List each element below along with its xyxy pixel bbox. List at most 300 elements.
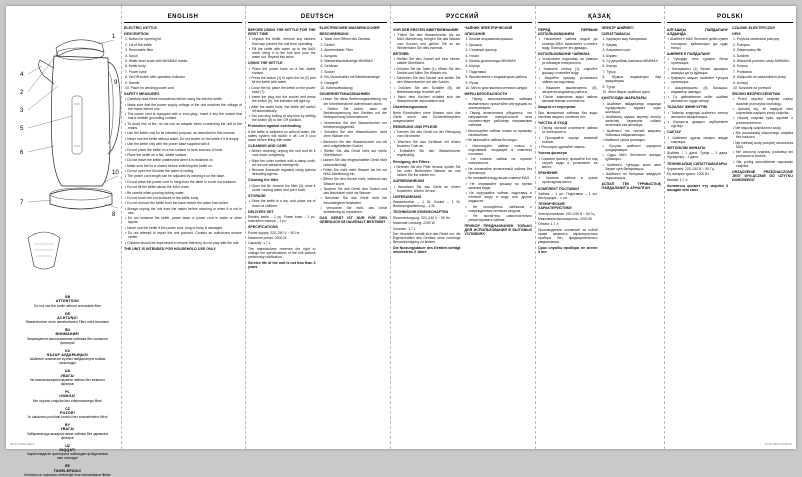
manual-sheet [6, 6, 796, 477]
language-code: RU [64, 328, 71, 333]
paragraph: • Use the kettle only for its intended purpose, as described in this manual. [125, 131, 236, 136]
paragraph: • Never use the kettle if the power cord, plug or body is damaged. [125, 225, 224, 230]
paragraph: 3. Алынатын сүзгі [602, 48, 631, 53]
paragraph: • Stellen Sie den Sockel auf eine ebene, stabile Oberfläche. [394, 57, 461, 66]
column-russian [390, 6, 535, 449]
section-heading: DAS GERÄT IST NUR FÜR DEN GEBRAUCH IM HAUSHALT BESTIMMT [319, 216, 387, 225]
paragraph: 3. Zdejmowany filtr [733, 48, 762, 53]
paragraph: • Füllen Sie nicht mehr Wasser als bis zur MAX-Markierung ein. [320, 167, 387, 177]
section-heading: VOR DER ERSTEN INBETRIEBNAHME [393, 28, 459, 32]
paragraph: • Do not allow the power cord to hang from the table or touch hot surfaces. [125, 179, 237, 184]
paragraph: Чайник – 1 шт. Подставка – 1 шт. Инструкция – 1 шт. [538, 191, 598, 201]
paragraph: • Шәйнектің жұмыс кернеуі электр желісінің кернеуіне сәйкес келетініне көз жеткізіңіз. [602, 115, 661, 128]
paragraph: 8. Ein-/Ausschalter mit Betriebsanzeige [320, 75, 380, 80]
deutsch-text [320, 26, 388, 271]
paragraph: 7. Sockel [320, 69, 335, 74]
paragraph: Capacity: 1.7 L [248, 241, 271, 246]
section-heading: ЧИСТКА И УХОД [538, 120, 568, 125]
section-heading: СИПАТТАМАСЫ [601, 32, 631, 37]
paragraph: • Przed użyciem czajnika należy uważnie przeczytać instrukcję. [733, 97, 793, 106]
paragraph: Maximum power: 2200 W [248, 235, 287, 240]
paragraph: 10. Place for winding power cord [125, 86, 175, 90]
paragraph: • Use the kettle only with the power base supplied with it. [125, 142, 211, 147]
paragraph: 8. On/Off switch with operation indicator [125, 75, 185, 80]
warning-title: УВАГА! [60, 427, 75, 432]
warning-notice [24, 390, 111, 403]
paragraph: • Шәйнекті сусыз қоспаңыз. [602, 138, 646, 143]
section-heading: ELECTRIC KETTLE [124, 26, 157, 30]
paragraph: • Не включайте чайник без воды. [465, 138, 518, 143]
warning-text: Do not use the kettle without removable filter [34, 303, 101, 308]
section-heading: ЖЕТКІЗІЛІМ ЖИНАҒЫ [667, 145, 706, 150]
paragraph: • Drücken Sie die Taste (1), öffnen Sie den Deckel und füllen Sie Wasser ein. [394, 66, 461, 75]
paragraph: • The power cord is equipped with a 'euro-plug'; insert it into the socket that has a reliable grounding contact. [125, 112, 242, 121]
paragraph: Stromversorgung: 220–240 V ~ 50 Hz [393, 215, 451, 220]
section-heading: USING THE KETTLE [248, 61, 283, 66]
paragraph: • Nie włączaj czajnika bez wody. [733, 125, 782, 130]
paragraph: • The power cord length can be adjusted by winding it on the base. [125, 174, 225, 179]
section-heading: Срок службы прибора не менее 3 лет [538, 246, 598, 255]
paragraph: If the kettle is switched on without water, the safety system will switch it off. Let it cool down before filling with water. [248, 129, 316, 142]
paragraph: 9. Handle [125, 80, 140, 85]
paragraph: 1. Taste zum Öffnen des Deckels [320, 37, 371, 42]
paragraph: • Снимите фильтр, промойте его под струей воды и установите на место. [539, 156, 598, 169]
section-heading: ТЕХНИЧЕСКИЕ ХАРАКТЕРИСТИКИ [538, 202, 572, 211]
paragraph: • Протирайте корпус влажной тканью. [539, 135, 598, 144]
callout-number: 10 [112, 170, 119, 176]
paragraph: 5. Water-level scale with MIN/MAX marks [125, 59, 188, 64]
paragraph: • Ажыратқышты (8) басыңыз, индикатор жанады. [668, 85, 728, 94]
section-heading: АСПАП ТЕК ТҰРМЫСТЫҚ ПАЙДАЛАНУҒА АРНАЛҒАН [601, 182, 661, 191]
paragraph: 4. Шүмек [602, 53, 617, 58]
paragraph: 4. Ausguss [320, 53, 338, 58]
section-heading: КОМПЛЕКТ ПОСТАВКИ [538, 186, 579, 191]
paragraph: 6. Kettle body [125, 64, 146, 69]
section-heading: ЭЛЕКТР ШӘЙНЕГІ [601, 26, 634, 30]
warning-text: Забараняецца выкарыстанне чайніка без здымнага фільтра! [26, 431, 109, 440]
section-heading: SAFETY MEASURES [124, 92, 160, 97]
paragraph: • Schließen Sie den Deckel und stellen Sie den Wasserkocher auf den Sockel. [394, 76, 461, 85]
paragraph: 4. Spout [125, 53, 138, 58]
paragraph: • Schalten Sie den Wasserkocher nicht ohne Wasser ein. [320, 130, 387, 139]
paragraph: 9. Uchwyt [733, 80, 748, 85]
paragraph: 4. Dzióbek [733, 53, 750, 58]
paragraph: • Перед чисткой отключите чайник от электросети. [539, 126, 598, 135]
language-code: KZ [65, 348, 70, 353]
section-heading: CLEANING AND CARE [248, 143, 287, 148]
paragraph: Power supply: 220–240 V ~ 50 Hz [248, 230, 300, 235]
paragraph: • Lassen Sie das eingeschaltete Gerät nicht unbeaufsichtigt. [320, 158, 387, 167]
section-heading: ELEKTRISCHER WASSERKOCHER [319, 26, 380, 30]
paragraph: • Nie zanurzaj czajnika, podstawy ani przewodu w wodzie. [733, 150, 793, 159]
paragraph: • Öffnen Sie den Deckel nicht, während das Wasser kocht. [320, 177, 387, 186]
paragraph: • Wischen Sie das Gehäuse mit einem feuchten Tuch ab. [394, 139, 461, 148]
warning-text: Wasserkocher ohne abnehmbaren Filter nicht benutzen [25, 320, 110, 325]
paragraph: • Lesen Sie diese Bedienungsanleitung vor der Inbetriebnahme aufmerksam durch. [320, 97, 387, 106]
paragraph: • Не ставьте чайник на горячие поверхности. [465, 157, 532, 166]
paragraph: Максимальная мощность: 2200 Вт [538, 217, 593, 222]
paragraph: 7. Подставка [465, 69, 486, 74]
paragraph: 2. Lid of the kettle [125, 42, 152, 47]
language-code: EE [65, 464, 70, 469]
language-code: PL [65, 389, 70, 394]
paragraph: • Не погружайте чайник, подставку и сетевой шнур в воду или другие жидкости. [465, 191, 532, 204]
paragraph: • Do not fill the kettle above the MAX mark. [125, 185, 190, 190]
paragraph: • Benutzen Sie den Wasserkocher nur mit dem mitgelieferten Sockel. [320, 139, 387, 148]
warning-title: УВАГА! [60, 373, 75, 378]
paragraph: 9. Тұтқа [602, 84, 615, 89]
column-english [121, 6, 245, 449]
paragraph: Volumen: 1,7 L [393, 226, 416, 231]
paragraph: 5. Су деңгейінің шкаласы MIN/MAX [602, 59, 658, 64]
paragraph: • Шәйнекті MAX белгісіне дейін сумен толтырып, қайнатыңыз да суды төгіңіз. [668, 37, 728, 50]
paragraph: • Перед использованием чайника внимательно прочитайте инструкцию по эксплуатации. [465, 97, 532, 110]
paragraph: • Place the power base on a flat, stable surface. [249, 66, 316, 75]
left-panel [6, 6, 121, 477]
section-header-kazakh: ҚАЗАҚ [538, 12, 661, 23]
paragraph: 3. Removable filter [125, 48, 154, 53]
paragraph: • Закройте крышку, установите чайник на подставку. [539, 76, 598, 85]
section-heading: URZĄDZENIE PRZEZNACZONE JEST WYŁĄCZNIE DO UŻYTKU DOMOWEGO [732, 169, 793, 183]
section-heading: Cleaning the filter [248, 178, 279, 183]
paragraph: • Tauchen Sie das Gerät, den Sockel und das Netzkabel nicht ins Wasser. [320, 186, 387, 196]
paragraph: • Do not open the lid while the water is boiling. [125, 169, 195, 174]
paragraph: • Do not place the kettle on a hot surface or near sources of heat. [125, 147, 223, 152]
paragraph: • Қақпақты жауып, шәйнекті тұғырға орнатыңыз. [668, 76, 728, 85]
section-heading: МЕРЫ БЕЗОПАСНОСТИ [464, 92, 508, 97]
callout-number: 7 [20, 200, 24, 206]
paragraph: • Children should be supervised to ensure that they do not play with the unit. [125, 240, 240, 245]
paragraph: • Bewahren Sie das Gerät an einem trockenen, kühlen Ort auf. [394, 184, 461, 193]
paragraph: Der Hersteller behält sich das Recht vor, die Eigenschaften des Gerätes ohne vorherige Benachrichtigung zu ändern. [393, 231, 461, 245]
language-code: UZ [65, 443, 70, 448]
paragraph: • Verwenden Sie den Wasserkocher nur bestimmungsgemäß. [320, 120, 387, 129]
paragraph: 2. Крышка [465, 42, 482, 47]
warning-text: Nie używać czajnika bez zdejmowanego filtra! [33, 398, 102, 403]
paragraph: • Do not attempt to repair the unit yourself. Contact an authorized service center. [125, 231, 242, 240]
warning-text: Шәйнекті алынатын сүзгісіз пайдалануға тыйым салынады! [29, 357, 106, 366]
paragraph: • Press the button (1) to open the lid (2) and fill the kettle with water. [249, 76, 316, 85]
russian-continued-text [538, 26, 598, 256]
paragraph: 4. Носик [465, 53, 479, 58]
paragraph: 6. Корпус [602, 64, 618, 69]
section-heading: Аспаптың қызмет ету мерзімі 3 жылдан кем емес [667, 183, 728, 192]
paragraph: • Храните чайник в сухом прохладном месте. [539, 176, 598, 185]
section-heading: Überhitzungsschutz [393, 105, 428, 110]
callout-number: 8 [112, 212, 116, 218]
paragraph: Производитель оставляет за собой право изменять характеристики прибора без предварительного уведомления. [538, 227, 598, 245]
paragraph: • Do not touch the hot surfaces of the kettle body. [125, 196, 199, 201]
print-mark-left: IM VT-1191.indd 2 [10, 442, 35, 446]
section-heading: Protection against overheating [248, 124, 301, 129]
warning-notice [24, 295, 111, 308]
paragraph: • Шәйнекті өз бетіңізше жөндеуге тырыспаңыз. [602, 172, 661, 181]
paragraph: Ең жоғарғы қуаты: 2200 Вт [667, 172, 709, 177]
paragraph: • Nach dem Kochen schaltet sich der Wasserkocher automatisch aus. [394, 95, 461, 104]
language-code: DE [65, 311, 70, 316]
warning-text: Ажратиладиган фильтрсиз чойнакдан фойдаланиш ман этилади! [26, 452, 109, 461]
polski-text [732, 26, 793, 193]
warning-notice [24, 349, 111, 366]
paragraph: • Stellen Sie sicher, dass die Betriebsspannung des Gerätes mit der Netzspannung übereinstimmt. [320, 106, 387, 120]
section-heading: ОПИСАНИЕ [464, 32, 486, 37]
paragraph: 5. Шкала уровня воды MIN/MAX [465, 59, 516, 64]
paragraph: • Benutzen Sie das Gerät nicht bei beschädigtem Netzkabel. [320, 196, 387, 205]
kazakh-continued-text [667, 26, 728, 193]
section-heading: BETRIEB [393, 51, 409, 56]
section-heading: ШӘЙНЕКТІ ПАЙДАЛАНУ [667, 51, 711, 56]
language-code: UA [64, 369, 71, 374]
paragraph: • Корпусты дымқыл шүберекпен сүртіңіз. [668, 120, 728, 129]
section-heading: Чистка фильтра [538, 151, 567, 156]
paragraph: • Шәйнекті тек тікелей мақсаты бойынша пайдаланыңыз. [602, 128, 661, 137]
paragraph: 5. Wskaźnik poziomu wody MIN/MAX [733, 59, 790, 64]
warning-notice [24, 423, 111, 440]
section-heading: SPECIFICATIONS [248, 225, 278, 230]
section-heading: TECHNISCHE EIGENSCHAFTEN [393, 210, 449, 215]
paragraph: • Before cleaning, unplug the unit and let it cool down completely. [249, 149, 316, 158]
paragraph: 7. Тұғыр [602, 69, 616, 74]
paragraph: Beim Einschalten ohne Wasser wird das Gerät durch das Sicherheitssystem ausgeschaltet. [393, 110, 461, 123]
paragraph: • Nie próbuj samodzielnie naprawiać czajnika. [733, 159, 793, 168]
section-heading: THE UNIT IS INTENDED FOR HOUSEHOLD USE ONLY [124, 246, 216, 251]
kazakh-text [602, 26, 662, 256]
section-header-polski: POLSKI [667, 12, 793, 23]
warning-text: Не можна використовувати чайник без знімного фільтра! [29, 377, 106, 386]
paragraph: • Drücken Sie den Schalter (8), die Betriebsanzeige leuchtet auf. [394, 85, 461, 94]
warning-title: НАЗАР АУДАРЫҢЫЗ! [46, 353, 89, 358]
paragraph: • After the water boils, the kettle will switch off automatically. [249, 104, 316, 113]
warning-notice [24, 407, 111, 420]
language-code: BY [65, 423, 70, 428]
paragraph: При включении чайника без воды система защиты отключит его. [538, 110, 598, 119]
paragraph: • Шәйнекті, тұғырды және желі бауын суға батырмаңыз. [602, 162, 661, 171]
warning-title: ВНИМАНИЕ! [55, 332, 80, 337]
paragraph: 2. Deckel [320, 42, 335, 47]
paragraph: • Nie pozostawiaj włączonego czajnika bez nadzoru. [733, 131, 793, 140]
paragraph: • После закипания воды чайник автоматически отключится. [539, 95, 598, 104]
paragraph: 9. Handgriff [320, 80, 338, 85]
paragraph: • Шәйнекті құрғақ салқын жерде сақтаңыз. [668, 135, 728, 144]
warning-text: Keelatud on kasutada veekeetjat ilma eemaldatava filtrita! [24, 472, 111, 477]
column-polski [664, 6, 796, 449]
callout-number: 9 [114, 80, 118, 86]
callout-number: 6 [20, 150, 24, 156]
paragraph: • Stellen Sie das Gerät nicht auf heiße Oberflächen. [320, 149, 387, 158]
paragraph: • Trennen Sie das Gerät vor der Reinigung vom Stromnetz. [394, 130, 461, 139]
paragraph: • Nie nalewaj wody powyżej oznaczenia MAX. [733, 140, 793, 149]
section-heading: АЛҒАШҚЫ ПАЙДАЛАНУ АЛДЫНДА [667, 28, 728, 37]
section-heading: САҚТАУ [667, 130, 681, 135]
paragraph: • Open the lid, remove the filter (3), rinse it under running water and put it back. [249, 183, 316, 192]
callout-number: 4 [20, 72, 24, 78]
paragraph: • Тазалау алдында шәйнекті электр желісінен ажыратыңыз. [668, 110, 728, 119]
paragraph: • Шәйнекті пайдаланар алдында нұсқаулықты мұқият оқып шығыңыз. [602, 101, 661, 114]
warning-title: TÄHELEPANU! [53, 468, 82, 473]
paragraph: • Füllen Sie den Wasserkocher bis zur MAX-Markierung, bringen Sie das Wasser zum Kochen und gießen Sie es ab. Wiederholen Sie dies zweimal. [394, 33, 461, 50]
paragraph: 8. Wyłącznik ze wskaźnikiem pracy [733, 75, 786, 80]
paragraph: The manufacturer reserves the right to change the specifications of the unit without preliminary notification. [248, 246, 316, 259]
paragraph: • Не оставляйте включенный чайник без присмотра. [465, 166, 532, 175]
section-header-russian: РУССКИЙ [393, 12, 532, 23]
section-heading: REINIGUNG UND PFLEGE [393, 124, 438, 129]
section-heading: Service life of the unit is not less than 3 years [248, 261, 316, 270]
column-kazakh [535, 6, 664, 449]
section-heading: ПРИБОР ПРЕДНАЗНАЧЕН ТОЛЬКО ДЛЯ ИСПОЛЬЗОВАНИЯ В БЫТОВЫХ УСЛОВИЯХ [464, 224, 532, 237]
english-continued-text [248, 26, 316, 271]
paragraph: • Нажмите кнопку (1), откройте крышку и налейте воду. [539, 66, 598, 75]
paragraph: • Используйте чайник только с подставкой, входящей в комплект поставки. [465, 143, 532, 156]
paragraph: • Entkalken Sie den Wasserkocher regelmäßig. [394, 149, 461, 158]
kettle-diagram [14, 26, 121, 291]
kettle-drawing [14, 26, 121, 291]
paragraph: • To avoid risk of fire, do not use an adapter when connecting the unit to the mains. [125, 121, 242, 130]
paragraph: • Upewnij się, że napięcie sieci odpowiada napięciu pracy czajnika. [733, 106, 793, 116]
paragraph: • Make sure the lid is closed before switching the kettle on. [125, 163, 213, 168]
section-heading: Защита от перегрева [538, 105, 576, 110]
section-heading: CZAJNIK ELEKTRYCZNY [732, 26, 775, 30]
paragraph: • Перед включением убедитесь, что напряжение электрической сети соответствует рабочему напряжению чайника. [465, 111, 532, 128]
paragraph: 10. Schowek na przewód [733, 86, 771, 90]
section-header-english: ENGLISH [124, 12, 242, 23]
paragraph: • Do not immerse the kettle, power base or power cord in water or other liquids. [125, 216, 242, 225]
paragraph: • Не наливайте воду выше отметки MAX. [465, 176, 531, 181]
section-heading: STORAGE [248, 194, 266, 199]
paragraph: • Never use the kettle without water. Do not switch on the kettle if it is empty. [125, 136, 240, 141]
section-heading: BEFORE USING THE KETTLE FOR THE FIRST TIME [248, 28, 316, 37]
paragraph: • Always unplug the unit from the mains before cleaning or when it is not in use. [125, 206, 242, 215]
warning-text: Запрещается использование чайника без съемного фильтра! [26, 336, 109, 345]
section-heading: LIEFERUMFANG [393, 194, 422, 199]
section-heading: Reinigung des Filters [393, 159, 430, 164]
paragraph: 10. Kabelaufwicklung [320, 86, 353, 90]
paragraph: • Be careful when pouring boiling water. [125, 190, 185, 195]
paragraph: • Insert the plug into the socket and press the switch (8); the indicator will light up. [249, 95, 316, 104]
english-text [124, 26, 242, 251]
paragraph: 7. Power base [125, 69, 147, 74]
warning-title: ATTENTION! [55, 299, 80, 304]
section-heading: ТАЗАЛАУ ЖӘНЕ КҮТІМ [667, 105, 707, 110]
paragraph: • Нажмите выключатель (8), загорится индикатор работы. [539, 85, 598, 94]
paragraph: 1. Przycisk otwierania pokrywy [733, 37, 780, 42]
section-heading: ТЕХНИКАЛЫҚ СИПАТТАМАЛАРЫ [667, 161, 727, 166]
paragraph: • Versuchen Sie nicht, das Gerät selbständig zu reparieren. [320, 205, 387, 214]
paragraph: • Наполните чайник водой до отметки MAX, вскипятите и слейте воду. Повторите это дважды. [539, 37, 598, 50]
paragraph: 2. Қақпақ [602, 42, 617, 47]
warning-title: POZOR! [59, 410, 76, 415]
paragraph: • Nehmen Sie den Filter heraus, spülen Sie ihn unter fließendem Wasser ab und setzen Sie ihn wieder ein. [394, 164, 461, 178]
warning-notice [24, 312, 111, 325]
paragraph: • Close the lid, place the kettle on the power base (7). [249, 85, 316, 94]
warning-notice [24, 444, 111, 461]
paragraph: 1. Button for opening lid [125, 37, 161, 42]
section-heading: ИСПОЛЬЗОВАНИЕ ЧАЙНИКА [538, 51, 590, 56]
paragraph: • Не открывайте крышку во время кипения воды. [465, 181, 532, 190]
paragraph: 5. Wasserstandsanzeige MIN/MAX [320, 59, 373, 64]
paragraph: • Қосулы шәйнекті қараусыз қалдырмаңыз. [602, 143, 661, 152]
paragraph: • Carefully read these instructions before using the electric kettle. [125, 97, 223, 102]
paragraph: 3. Abnehmbarer Filter [320, 48, 354, 53]
section-heading: ҚАУІПСІЗДІК ШАРАЛАРЫ [601, 96, 647, 101]
section-heading: Die Nutzungsdauer des Gerätes beträgt mindestens 3 Jahre [393, 246, 461, 255]
paragraph: Қоректену: 220–240 В ~ 50 Гц [667, 166, 714, 171]
section-header-deutsch: DEUTSCH [248, 12, 387, 23]
deutsch-continued-text [393, 26, 461, 256]
paragraph: 10. Желі бауын орайтын орын [602, 90, 650, 95]
section-heading: SICHERHEITSMASSNAHMEN [319, 92, 370, 97]
paragraph: • Суды MAX белгісінен жоғары құймаңыз. [602, 153, 661, 162]
paragraph: Шәйнек – 1 дана. Тұғыр – 1 дана. Нұсқаулық – 1 дана. [667, 151, 728, 160]
section-heading: ŚRODKI BEZPIECZEŃSTWA [732, 92, 781, 97]
section-heading: BESCHREIBUNG [319, 32, 349, 37]
callout-number: 3 [20, 108, 24, 114]
warning-notice [24, 464, 111, 477]
paragraph: • Do not remove the kettle from the base before the water has boiled. [125, 201, 229, 206]
paragraph: • Używaj czajnika tylko zgodnie z przeznaczeniem. [733, 116, 793, 125]
callout-number: 5 [20, 126, 24, 132]
paragraph: 8. Выключатель с индикатором работы [465, 75, 528, 80]
paragraph: • Регулярно удаляйте накипь. [539, 145, 586, 150]
paragraph: 10. Место для намотки сетевого шнура [465, 86, 527, 90]
paragraph: 7. Podstawa [733, 69, 752, 74]
paragraph: 3. Съемный фильтр [465, 48, 497, 53]
paragraph: • Do not leave the kettle unattended when it is switched on. [125, 158, 214, 163]
warning-text: Je zakázáno používat konvici bez snímatelného filtru! [27, 415, 108, 420]
paragraph: 6. Корпус [465, 64, 481, 69]
warning-title: DIQQAT! [59, 448, 76, 453]
paragraph: • Су қайнағаннан кейін шәйнек автоматты түрде сөнеді. [668, 95, 728, 104]
language-code: GB [64, 295, 71, 299]
paragraph: • Store the kettle in a dry, cool place out of reach of children. [249, 199, 316, 208]
paragraph: 1. Кнопка открывания крышки [465, 37, 513, 42]
paragraph: Wasserkocher – 1 St. Sockel – 1 St. Bedienungsanleitung – 1 St. [393, 200, 461, 209]
paragraph: Объем: 1,7 л [538, 222, 559, 227]
paragraph: • Make sure that the power supply voltage of the unit matches the voltage of the mains before use. [125, 102, 242, 111]
section-heading: ХРАНЕНИЕ [538, 170, 558, 175]
paragraph: Электропитание: 220–240 В ~ 50 Гц [538, 211, 595, 216]
section-heading: ПЕРЕД ПЕРВЫМ ИСПОЛЬЗОВАНИЕМ [538, 28, 598, 37]
paragraph: • Fill the kettle with water up to the MAX mark, bring it to the boil and pour the water out. Repeat this twice. [249, 46, 316, 60]
section-heading: OPIS [732, 32, 741, 37]
paragraph: • Unpack the kettle, remove any stickers that may prevent the unit from operating. [249, 37, 316, 46]
paragraph: 6. Korpus [733, 64, 748, 69]
paragraph: 6. Gehäuse [320, 64, 339, 69]
paragraph: • Place the kettle on a flat, stable surface. [125, 152, 188, 157]
warnings-block [6, 295, 121, 477]
warning-title: UWAGA! [59, 394, 76, 399]
paragraph: • Remove limescale regularly using special descaling agents. [249, 168, 316, 177]
russian-text [465, 26, 533, 256]
paragraph: • Используйте чайник только по прямому назначению. [465, 128, 532, 137]
callout-number: 2 [20, 90, 24, 96]
column-deutsch [245, 6, 390, 449]
paragraph: • Не пользуйтесь чайником с поврежденным сетевым шнуром. [465, 204, 532, 213]
paragraph: Көлемі: 1,7 л [667, 177, 688, 182]
section-heading: DESCRIPTION [124, 32, 149, 37]
paragraph: • Не пытайтесь самостоятельно ремонтировать чайник. [465, 214, 532, 223]
paragraph: Electric kettle – 1 pc. Power base – 1 pc. Instruction manual – 1 pc. [248, 215, 316, 224]
paragraph: • Wipe the outer surface with a damp cloth; do not use abrasive detergents. [249, 158, 316, 167]
paragraph: • Батырманы (1) басып, қақпақты ашыңыз да су құйыңыз. [668, 66, 728, 75]
paragraph: 2. Pokrywa [733, 42, 750, 47]
section-heading: AUFBEWAHRUNG [393, 179, 425, 184]
paragraph: 1. Қақпақты ашу батырмасы [602, 37, 647, 42]
section-heading: DELIVERY SET [248, 209, 274, 214]
warning-notice [24, 369, 111, 386]
warning-title: ACHTUNG! [57, 315, 78, 320]
paragraph: 8. Жұмыс индикаторы бар ажыратқыш [602, 75, 661, 84]
paragraph: 9. Ручка [465, 80, 479, 85]
